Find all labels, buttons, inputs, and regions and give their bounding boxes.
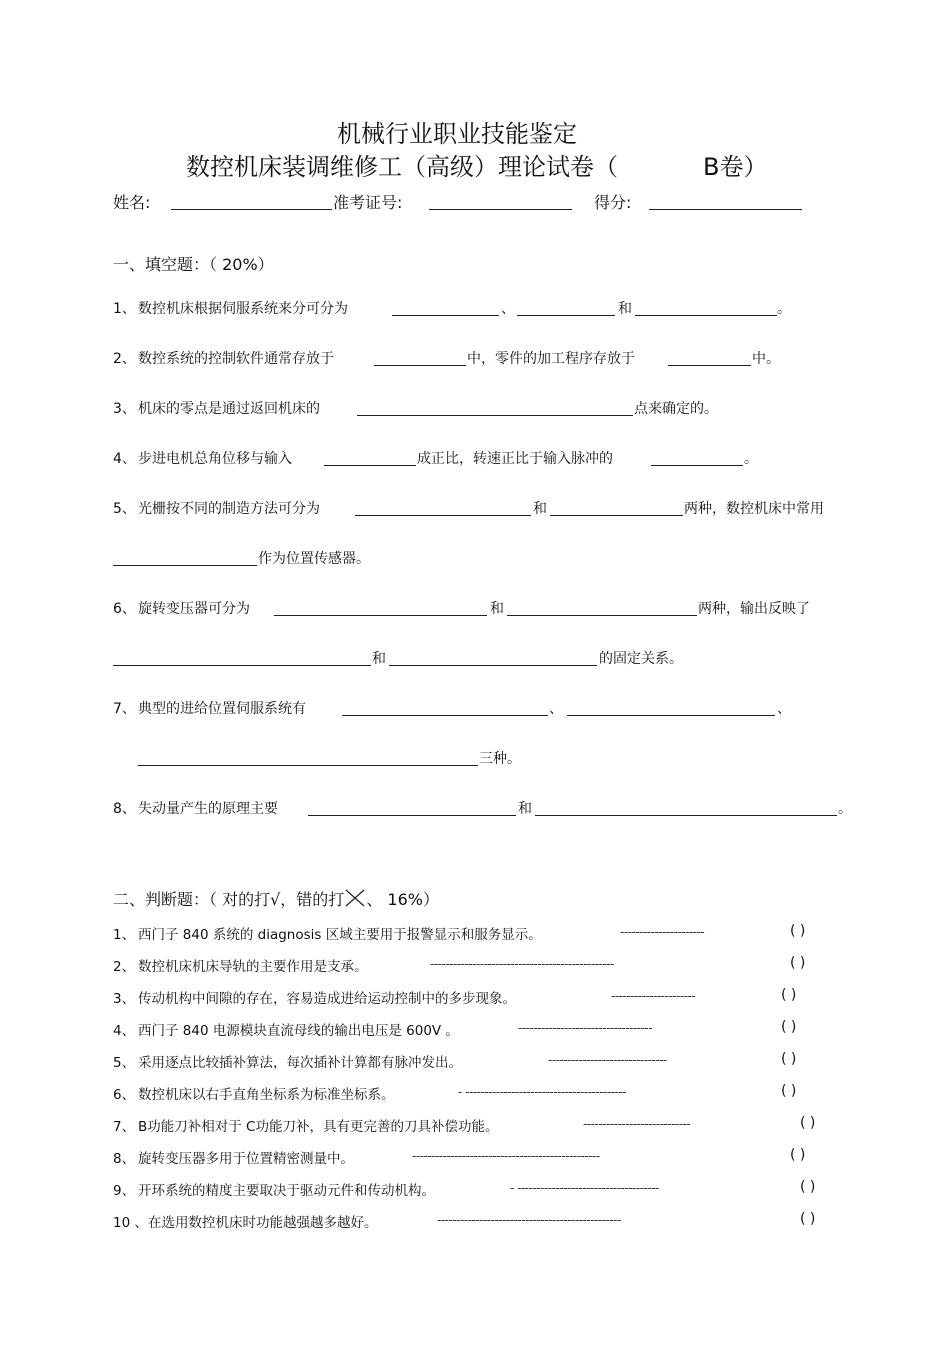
q5-number: 5、 — [113, 501, 136, 517]
judge-number: 5、 — [113, 1055, 136, 1071]
cross-mark-icon — [344, 888, 366, 908]
q4-number: 4、 — [113, 451, 136, 467]
section2-title-prefix: 二、判断题：（ 对的打 — [113, 890, 271, 909]
judge-answer-box[interactable]: ( ) — [781, 1083, 797, 1099]
q4-text: 步进电机总角位移与输入 — [138, 451, 292, 467]
q5-text: 光栅按不同的制造方法可分为 — [138, 501, 320, 517]
judge-text: 旋转变压器多用于位置精密测量中。 — [138, 1151, 354, 1167]
judge-answer-box[interactable]: ( ) — [781, 987, 797, 1003]
judge-text: 数控机床机床导轨的主要作用是支承。 — [138, 959, 368, 975]
judge-text: B功能刀补相对于 C功能刀补，具有更完善的刀具补偿功能。 — [138, 1119, 499, 1135]
q4-mid: 成正比，转速正比于输入脉冲的 — [417, 451, 613, 467]
judge-answer-box[interactable]: ( ) — [790, 923, 806, 939]
section1-title: 一、填空题：（ 20%） — [113, 255, 274, 274]
judge-text: 在选用数控机床时功能越强越多越好。 — [148, 1215, 378, 1231]
judge-answer-box[interactable]: ( ) — [790, 1147, 806, 1163]
q8-blank-1[interactable] — [308, 815, 516, 816]
q7-end: 三种。 — [479, 751, 521, 767]
q1-sep1: 、 — [501, 301, 515, 317]
q5-end: 作为位置传感器。 — [258, 551, 370, 567]
q4-blank-1[interactable] — [324, 465, 416, 466]
q6-blank-2[interactable] — [507, 615, 697, 616]
judge-dash-leader: - ------------------------------------------ — [458, 1085, 627, 1099]
q7-number: 7、 — [113, 701, 136, 717]
q8-blank-2[interactable] — [535, 815, 837, 816]
judge-number: 7、 — [113, 1119, 136, 1135]
q7-blank-3[interactable] — [138, 765, 478, 766]
q6-blank-1[interactable] — [274, 615, 487, 616]
q1-number: 1、 — [113, 301, 136, 317]
judge-number: 8、 — [113, 1151, 136, 1167]
q4-blank-2[interactable] — [651, 465, 743, 466]
section2-title-suffix: 、 16%） — [366, 890, 439, 909]
judge-text: 开环系统的精度主要取决于驱动元件和传动机构。 — [138, 1183, 435, 1199]
judge-dash-leader: ---------------------- — [620, 925, 705, 939]
judge-answer-box[interactable]: ( ) — [800, 1115, 816, 1131]
judge-number: 3、 — [113, 991, 136, 1007]
exam-paper-title: 数控机床装调维修工（高级）理论试卷（ — [186, 153, 618, 181]
q2-end: 中。 — [752, 351, 780, 367]
q6-blank-4[interactable] — [389, 665, 597, 666]
judge-dash-leader: ----------------------------------- — [518, 1021, 653, 1035]
judge-answer-box[interactable]: ( ) — [790, 955, 806, 971]
q4-end: 。 — [744, 451, 758, 467]
q7-blank-1[interactable] — [342, 715, 548, 716]
judge-answer-box[interactable]: ( ) — [781, 1019, 797, 1035]
q2-blank-2[interactable] — [668, 365, 751, 366]
score-label: 得分: — [594, 193, 632, 212]
q6-sep2: 和 — [372, 651, 386, 667]
q6-number: 6、 — [113, 601, 136, 617]
q3-text: 机床的零点是通过返回机床的 — [138, 401, 320, 417]
judge-number: 1、 — [113, 927, 136, 943]
q1-blank-2[interactable] — [517, 315, 615, 316]
exam-id-field[interactable] — [429, 209, 572, 210]
judge-number: 9、 — [113, 1183, 136, 1199]
judge-answer-box[interactable]: ( ) — [800, 1179, 816, 1195]
q1-sep2: 和 — [618, 301, 632, 317]
judge-number: 6、 — [113, 1087, 136, 1103]
judge-answer-box[interactable]: ( ) — [800, 1211, 816, 1227]
judge-text: 西门子 840 电源模块直流母线的输出电压是 600V 。 — [138, 1023, 459, 1039]
section2-title-mid: ，错的打 — [280, 890, 345, 909]
q5-blank-2[interactable] — [550, 515, 683, 516]
judge-number: 10 、 — [113, 1215, 148, 1231]
judge-number: 4、 — [113, 1023, 136, 1039]
exam-id-label: 准考证号: — [333, 193, 403, 212]
q3-number: 3、 — [113, 401, 136, 417]
q2-mid: 中，零件的加工程序存放于 — [467, 351, 635, 367]
exam-org-title: 机械行业职业技能鉴定 — [337, 120, 577, 148]
judge-text: 西门子 840 系统的 diagnosis 区域主要用于报警显示和服务显示。 — [138, 927, 542, 943]
check-mark-icon: √ — [270, 890, 281, 909]
q6-text: 旋转变压器可分为 — [138, 601, 250, 617]
q7-text: 典型的进给位置伺服系统有 — [138, 701, 306, 717]
q1-blank-1[interactable] — [392, 315, 499, 316]
name-label: 姓名: — [113, 193, 151, 212]
q3-blank-1[interactable] — [357, 415, 633, 416]
judge-dash-leader: ------------------------------- — [548, 1053, 667, 1067]
section2-title — [113, 887, 439, 910]
q6-mid: 两种，输出反映了 — [698, 601, 810, 617]
q8-text: 失动量产生的原理主要 — [138, 801, 278, 817]
q2-number: 2、 — [113, 351, 136, 367]
q6-blank-3[interactable] — [113, 665, 371, 666]
q8-sep: 和 — [518, 801, 532, 817]
q5-blank-1[interactable] — [355, 515, 531, 516]
q6-end: 的固定关系。 — [599, 651, 683, 667]
q8-end: 。 — [838, 801, 852, 817]
q7-sep2: 、 — [777, 701, 791, 717]
q5-blank-3[interactable] — [113, 565, 257, 566]
q7-sep1: 、 — [549, 701, 563, 717]
q8-number: 8、 — [113, 801, 136, 817]
score-field[interactable] — [649, 209, 802, 210]
judge-dash-leader: ------------------------------------------------ — [430, 957, 614, 971]
q3-end: 点来确定的。 — [634, 401, 718, 417]
q2-blank-1[interactable] — [374, 365, 466, 366]
q1-blank-3[interactable] — [635, 315, 777, 316]
name-field[interactable] — [171, 209, 332, 210]
exam-paper-variant: B卷） — [703, 153, 768, 181]
judge-dash-leader: ------------------------------------------------ — [437, 1213, 621, 1227]
q7-blank-2[interactable] — [567, 715, 775, 716]
q1-end: 。 — [777, 301, 791, 317]
judge-dash-leader: ------------------------------------------------- — [412, 1149, 600, 1163]
judge-text: 传动机构中间隙的存在，容易造成进给运动控制中的多步现象。 — [138, 991, 516, 1007]
judge-answer-box[interactable]: ( ) — [781, 1051, 797, 1067]
judge-text: 采用逐点比较插补算法，每次插补计算都有脉冲发出。 — [138, 1055, 462, 1071]
judge-dash-leader: ---------------------------- — [583, 1117, 691, 1131]
q5-sep: 和 — [533, 501, 547, 517]
judge-text: 数控机床以右手直角坐标系为标准坐标系。 — [138, 1087, 395, 1103]
q2-text: 数控系统的控制软件通常存放于 — [138, 351, 334, 367]
q5-mid: 两种，数控机床中常用 — [684, 501, 824, 517]
judge-dash-leader: ---------------------- — [611, 989, 696, 1003]
q6-sep: 和 — [490, 601, 504, 617]
judge-number: 2、 — [113, 959, 136, 975]
q1-text: 数控机床根据伺服系统来分可分为 — [138, 301, 348, 317]
judge-dash-leader: - ------------------------------------- — [510, 1181, 659, 1195]
